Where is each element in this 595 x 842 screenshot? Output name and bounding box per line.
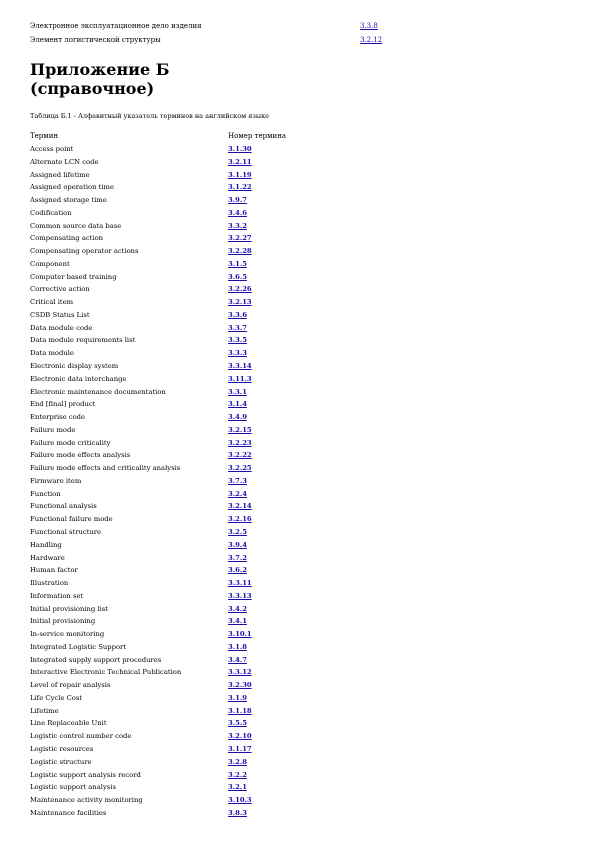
term-number-link[interactable]: 3.9.4 — [228, 540, 247, 549]
term-number-link[interactable]: 3.3.7 — [228, 323, 247, 332]
table-row — [30, 807, 370, 820]
term-name: Lifetime — [30, 706, 59, 715]
term-number-link[interactable]: 3.3.3 — [228, 349, 247, 358]
term-name: Logistic resources — [30, 744, 94, 753]
table-row — [30, 271, 370, 284]
appendix-title: Приложение Б — [30, 60, 170, 79]
term-number-link[interactable]: 3.1.17 — [228, 744, 252, 753]
term-number-link[interactable]: 3.1.4 — [228, 400, 247, 409]
table-row — [30, 398, 370, 411]
appendix-heading — [30, 60, 169, 98]
term-number-link[interactable]: 3.2.25 — [228, 464, 252, 473]
table-row — [30, 283, 370, 296]
term-name: In-service monitoring — [30, 630, 105, 639]
term-name: Failure mode criticality — [30, 438, 111, 447]
term-number-link[interactable]: 3.1.8 — [228, 642, 247, 651]
term-number-link[interactable]: 3.8.3 — [228, 808, 247, 817]
term-number-link[interactable]: 3.4.9 — [228, 413, 247, 422]
term-number-link[interactable]: 3.2.30 — [228, 681, 252, 690]
table-row — [30, 449, 370, 462]
table-row — [30, 334, 370, 347]
table-row — [30, 794, 370, 807]
term-name: Codification — [30, 208, 72, 217]
term-name: Corrective action — [30, 285, 90, 294]
term-number-link[interactable]: 3.2.8 — [228, 757, 247, 766]
term-number-link[interactable]: 3.1.22 — [228, 183, 252, 192]
table-row — [30, 500, 370, 513]
table-row — [30, 628, 370, 641]
term-name: Function — [30, 489, 61, 498]
table-row — [30, 143, 370, 156]
term-number-link[interactable]: 3.4.1 — [228, 617, 247, 626]
table-row — [30, 539, 370, 552]
table-row — [30, 603, 370, 616]
table-row — [30, 641, 370, 654]
term-name: Component — [30, 259, 70, 268]
term-number-link[interactable]: 3.2.28 — [228, 247, 252, 256]
term-name: Failure mode effects and criticality analysis — [30, 464, 181, 473]
term-name: Critical item — [30, 298, 74, 307]
table-row — [30, 769, 370, 782]
column-header-term: Термин — [30, 132, 59, 140]
term-number-link[interactable]: 3.1.9 — [228, 693, 247, 702]
term-name: Compensating operator actions — [30, 247, 139, 256]
term-name: Compensating action — [30, 234, 104, 243]
term-number-link[interactable]: 3.1.19 — [228, 170, 252, 179]
table-row — [30, 207, 370, 220]
term-name: Life Cycle Cost — [30, 693, 83, 702]
term-number-link[interactable]: 3.2.27 — [228, 234, 252, 243]
table-row — [30, 781, 370, 794]
term-number-link[interactable]: 3.2.23 — [228, 438, 252, 447]
term-name: Logistic structure — [30, 757, 92, 766]
appendix-subtitle: (справочное) — [30, 79, 155, 98]
term-number-link[interactable]: 3.2.10 — [228, 732, 252, 741]
table-row — [30, 666, 370, 679]
term-name: Элемент логистической структуры — [30, 36, 161, 44]
term-name: Electronic data interchange — [30, 374, 127, 383]
term-name: Information set — [30, 591, 84, 600]
term-number-link[interactable]: 3.1.30 — [228, 145, 252, 153]
term-name: Firmware item — [30, 476, 82, 485]
term-number-link[interactable]: 3.2.22 — [228, 451, 252, 460]
table-row — [30, 488, 370, 501]
table-row — [30, 743, 370, 756]
term-number-link[interactable]: 3.2.4 — [228, 489, 247, 498]
table-row — [30, 526, 370, 539]
term-name: Data module requirements list — [30, 336, 136, 345]
term-number-link[interactable]: 3.1.5 — [228, 259, 247, 268]
table-row — [30, 437, 370, 450]
table-row — [30, 705, 370, 718]
table-row — [30, 258, 370, 271]
table-row — [30, 181, 370, 194]
term-name: Data module code — [30, 323, 93, 332]
term-number-link[interactable]: 3.2.26 — [228, 285, 252, 294]
term-name: Data module — [30, 349, 74, 358]
term-number-link[interactable]: 3.2.5 — [228, 527, 247, 536]
table-row — [30, 156, 370, 169]
term-name: Assigned operation time — [30, 183, 114, 192]
term-number-link[interactable]: 3.1.18 — [228, 706, 252, 715]
table-row — [30, 232, 370, 245]
term-name: CSDB Status List — [30, 310, 90, 319]
term-name: Maintenance activity monitoring — [30, 796, 143, 805]
term-name: Электронное эксплуатационное дело изделия — [30, 22, 202, 30]
table-row — [30, 717, 370, 730]
term-number-link[interactable]: 3.6.5 — [228, 272, 247, 281]
term-name: Enterprise code — [30, 413, 86, 422]
table-row — [30, 194, 370, 207]
table-row — [30, 615, 370, 628]
term-name: Failure mode — [30, 425, 76, 434]
table-row — [30, 577, 370, 590]
table-row — [30, 220, 370, 233]
term-number-link[interactable]: 3.3.6 — [228, 310, 247, 319]
term-name: Human factor — [30, 566, 78, 575]
table-row — [30, 373, 370, 386]
term-number-link[interactable]: 3.4.2 — [228, 604, 247, 613]
term-name: Level of repair analysis — [30, 681, 111, 690]
table-row — [30, 679, 370, 692]
term-number-link[interactable]: 3.3.13 — [228, 591, 252, 600]
term-number-link[interactable]: 3.4.6 — [228, 208, 247, 217]
term-name: Alternate LCN code — [30, 157, 99, 166]
table-row — [30, 245, 370, 258]
term-name: Functional failure mode — [30, 515, 113, 524]
table-row — [30, 654, 370, 667]
term-number-link[interactable]: 3.2.1 — [228, 783, 247, 792]
column-header-number: Номер термина — [228, 132, 287, 140]
table-row — [30, 347, 370, 360]
term-number-link[interactable]: 3.3.1 — [228, 387, 247, 396]
term-name: Initial provisioning list — [30, 604, 108, 613]
table-row — [30, 756, 370, 769]
term-number-link[interactable]: 3.2.2 — [228, 770, 247, 779]
table-row — [30, 424, 370, 437]
term-name: Interactive Electronic Technical Publication — [30, 668, 182, 677]
table-row — [30, 730, 370, 743]
table-row — [30, 462, 370, 475]
table-row — [30, 309, 370, 322]
term-name: Assigned storage time — [30, 196, 107, 205]
term-number-link[interactable]: 3.5.5 — [228, 719, 247, 728]
term-name: Functional analysis — [30, 502, 97, 511]
term-number-link[interactable]: 3.2.14 — [228, 502, 252, 511]
term-name: Common source data base — [30, 221, 122, 230]
table-row — [30, 475, 370, 488]
term-number-link[interactable]: 3.4.7 — [228, 655, 247, 664]
term-number-link[interactable]: 3.2.13 — [228, 298, 252, 307]
term-name: Logistic support analysis — [30, 783, 116, 792]
table-row — [30, 513, 370, 526]
table-row — [30, 411, 370, 424]
term-name: Electronic maintenance documentation — [30, 387, 166, 396]
term-name: Maintenance facilities — [30, 808, 107, 817]
term-number-link[interactable]: 3.10.3 — [228, 796, 252, 805]
term-name: Integrated Logistic Support — [30, 642, 127, 651]
term-name: Illustration — [30, 579, 69, 588]
table-row — [30, 386, 370, 399]
table-caption: Таблица Б.1 - Алфавитный указатель терминов на английском языке — [30, 112, 269, 120]
term-number-link[interactable]: 3.7.3 — [228, 476, 247, 485]
term-number-link[interactable]: 3.2.16 — [228, 515, 252, 524]
table-row — [30, 322, 370, 335]
term-number-link[interactable]: 3.9.7 — [228, 196, 247, 205]
terms-table — [30, 143, 370, 820]
term-number-link[interactable]: 3.10.1 — [228, 630, 252, 639]
term-name: End [final] product — [30, 400, 96, 409]
table-row — [30, 296, 370, 309]
term-number-link[interactable]: 3.3.5 — [228, 336, 247, 345]
table-row — [30, 360, 370, 373]
term-number-link[interactable]: 3.3.11 — [228, 579, 252, 588]
term-number-link[interactable]: 3.2.11 — [228, 157, 252, 166]
term-number-link[interactable]: 3.3.8 — [360, 22, 378, 30]
term-name: Initial provisioning — [30, 617, 96, 626]
term-name: Computer based training — [30, 272, 117, 281]
table-row — [30, 552, 370, 565]
term-name: Failure mode effects analysis — [30, 451, 131, 460]
table-row — [30, 692, 370, 705]
term-name: Hardware — [30, 553, 65, 562]
term-name: Handling — [30, 540, 62, 549]
term-name: Assigned lifetime — [30, 170, 90, 179]
term-number-link[interactable]: 3.3.12 — [228, 668, 252, 677]
term-name: Access point — [30, 145, 74, 153]
term-number-link[interactable]: 3.3.2 — [228, 221, 247, 230]
table-row — [30, 590, 370, 603]
term-number-link[interactable]: 3.6.2 — [228, 566, 247, 575]
term-name: Logistic support analysis record — [30, 770, 141, 779]
term-name: Functional structure — [30, 527, 102, 536]
term-number-link[interactable]: 3.11.3 — [228, 374, 252, 383]
term-number-link[interactable]: 3.2.12 — [360, 36, 383, 44]
term-name: Integrated supply support procedures — [30, 655, 162, 664]
term-name: Electronic display system — [30, 362, 119, 371]
term-name: Line Replaceable Unit — [30, 719, 107, 728]
term-number-link[interactable]: 3.2.15 — [228, 425, 252, 434]
term-number-link[interactable]: 3.3.14 — [228, 362, 252, 371]
table-row — [30, 169, 370, 182]
term-name: Logistic control number code — [30, 732, 132, 741]
term-number-link[interactable]: 3.7.2 — [228, 553, 247, 562]
table-row — [30, 564, 370, 577]
